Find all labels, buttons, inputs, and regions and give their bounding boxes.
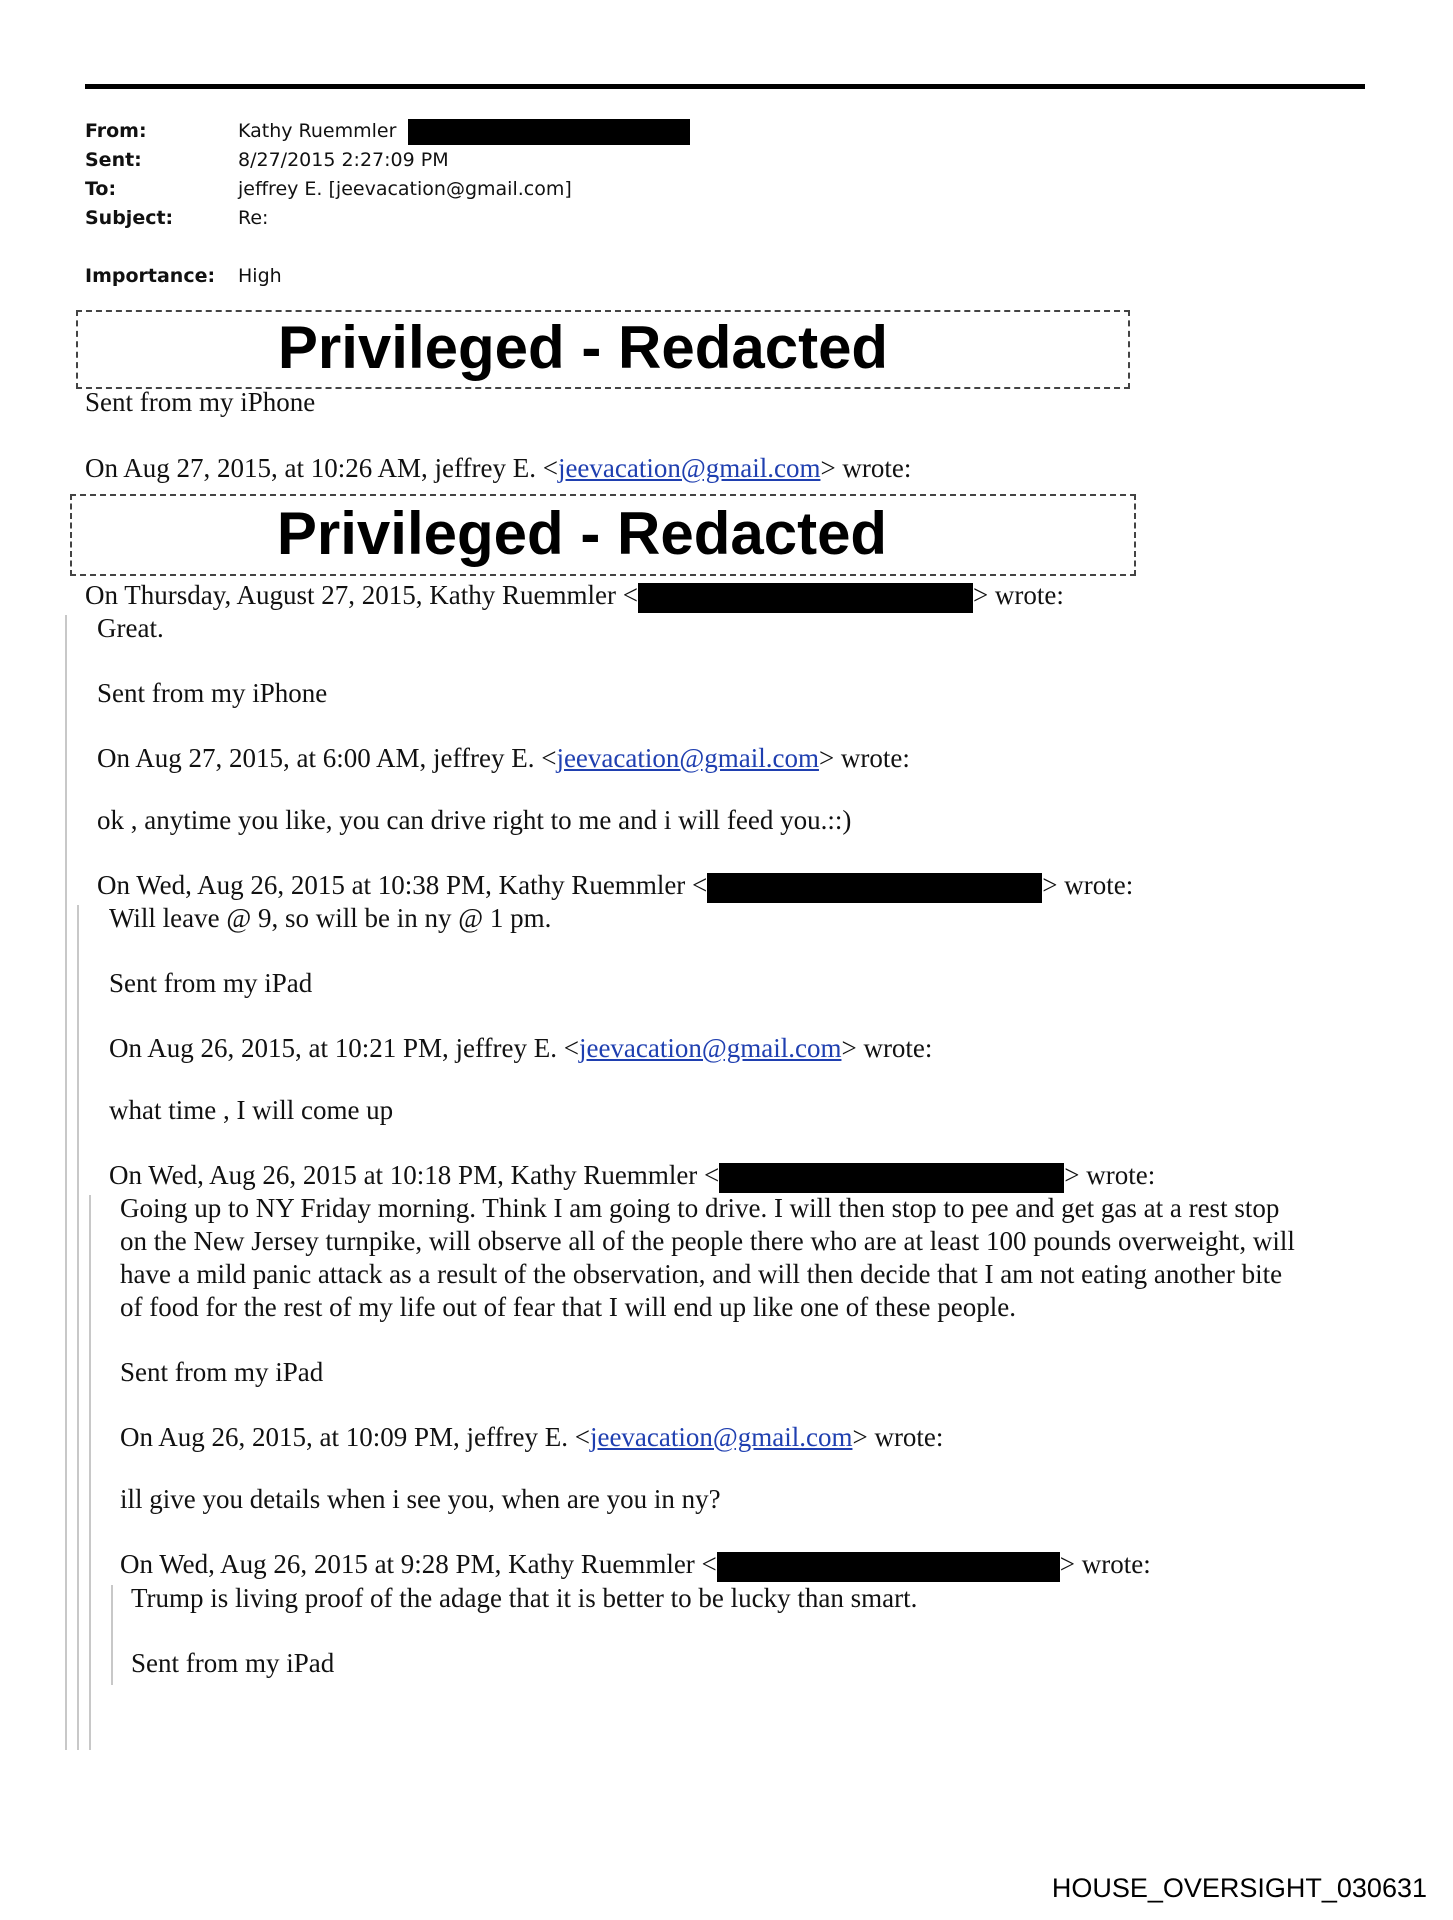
quote-header-tail: > wrote: (841, 1033, 933, 1063)
quote-header (109, 1160, 1155, 1193)
quote-header (97, 870, 1133, 903)
quote-header (97, 743, 910, 774)
signature-ipad: Sent from my iPad (109, 968, 313, 998)
quote-header-text: On Wed, Aug 26, 2015 at 10:18 PM, Kathy Ruemmler < (109, 1160, 720, 1190)
quote-header (85, 580, 1064, 613)
quote-header-tail: > wrote: (1042, 870, 1134, 900)
subject-value: Re: (238, 207, 269, 229)
quote-header (109, 1033, 932, 1064)
message-text: Great. (97, 613, 164, 643)
message-text: ok , anytime you like, you can drive right to me and i will feed you.::) (97, 805, 852, 835)
redaction-bar (638, 583, 973, 613)
redaction-bar (408, 119, 690, 145)
email-link[interactable]: jeevacation@gmail.com (557, 453, 821, 483)
quote-header-text: On Wed, Aug 26, 2015 at 10:38 PM, Kathy Ruemmler < (97, 870, 708, 900)
quote-bar (77, 905, 79, 1750)
redaction-bar (717, 1552, 1060, 1582)
signature-iphone: Sent from my iPhone (97, 678, 328, 708)
importance-value: High (238, 265, 282, 287)
bates-number: HOUSE_OVERSIGHT_030631 (1051, 1873, 1427, 1903)
quote-header (120, 1422, 943, 1453)
from-value (238, 117, 690, 146)
email-link[interactable]: jeevacation@gmail.com (556, 743, 819, 773)
quote-header (85, 453, 911, 484)
quote-header-tail: > wrote: (852, 1422, 944, 1452)
quote-header-tail: > wrote: (1059, 1549, 1151, 1579)
from-label: From: (85, 120, 147, 142)
to-label: To: (85, 178, 117, 200)
redaction-label: Privileged - Redacted (276, 500, 888, 567)
sent-value: 8/27/2015 2:27:09 PM (238, 149, 449, 171)
quote-header-text: On Aug 27, 2015, at 10:26 AM, jeffrey E. < (85, 453, 558, 483)
quote-header-text: On Aug 27, 2015, at 6:00 AM, jeffrey E. < (97, 743, 557, 773)
redaction-box (70, 494, 1136, 576)
signature-ipad: Sent from my iPad (131, 1648, 335, 1678)
signature-ipad: Sent from my iPad (120, 1357, 324, 1387)
message-text: Trump is living proof of the adage that it is better to be lucky than smart. (131, 1583, 918, 1613)
quote-header-tail: > wrote: (818, 743, 910, 773)
signature-iphone: Sent from my iPhone (85, 387, 316, 417)
message-text: Will leave @ 9, so will be in ny @ 1 pm. (109, 903, 552, 933)
quote-header-tail: > wrote: (820, 453, 912, 483)
quote-header-text: On Thursday, August 27, 2015, Kathy Ruemmler < (85, 580, 638, 610)
quote-header-text: On Aug 26, 2015, at 10:09 PM, jeffrey E. < (120, 1422, 590, 1452)
message-text: Going up to NY Friday morning. Think I am going to drive. I will then stop to pee and get gas at a rest stop (120, 1193, 1280, 1223)
message-text: what time , I will come up (109, 1095, 394, 1125)
importance-label: Importance: (85, 265, 216, 287)
redaction-box (76, 310, 1130, 389)
quote-header-text: On Wed, Aug 26, 2015 at 9:28 PM, Kathy Ruemmler < (120, 1549, 717, 1579)
message-text: of food for the rest of my life out of fear that I will end up like one of these people. (120, 1292, 1016, 1322)
redaction-bar (707, 873, 1042, 903)
quote-bar (111, 1585, 113, 1685)
email-link[interactable]: jeevacation@gmail.com (589, 1422, 853, 1452)
quote-header-tail: > wrote: (1064, 1160, 1156, 1190)
from-name: Kathy Ruemmler (238, 120, 397, 142)
quote-bar (65, 615, 67, 1750)
redaction-bar (719, 1163, 1064, 1193)
sent-label: Sent: (85, 149, 142, 171)
email-link[interactable]: jeevacation@gmail.com (578, 1033, 842, 1063)
quote-header-text: On Aug 26, 2015, at 10:21 PM, jeffrey E. < (109, 1033, 579, 1063)
message-text: on the New Jersey turnpike, will observe all of the people there who are at least 100 pounds overweight, will (120, 1226, 1295, 1256)
quote-header-tail: > wrote: (972, 580, 1064, 610)
message-text: ill give you details when i see you, when are you in ny? (120, 1484, 721, 1514)
to-value: jeffrey E. [jeevacation@gmail.com] (238, 178, 572, 200)
header-rule (85, 84, 1365, 89)
redaction-label: Privileged - Redacted (277, 314, 889, 381)
quote-bar (89, 1195, 91, 1750)
quote-header (120, 1549, 1151, 1582)
subject-label: Subject: (85, 207, 174, 229)
message-text: have a mild panic attack as a result of the observation, and will then decide that I am not eating another bite (120, 1259, 1283, 1289)
